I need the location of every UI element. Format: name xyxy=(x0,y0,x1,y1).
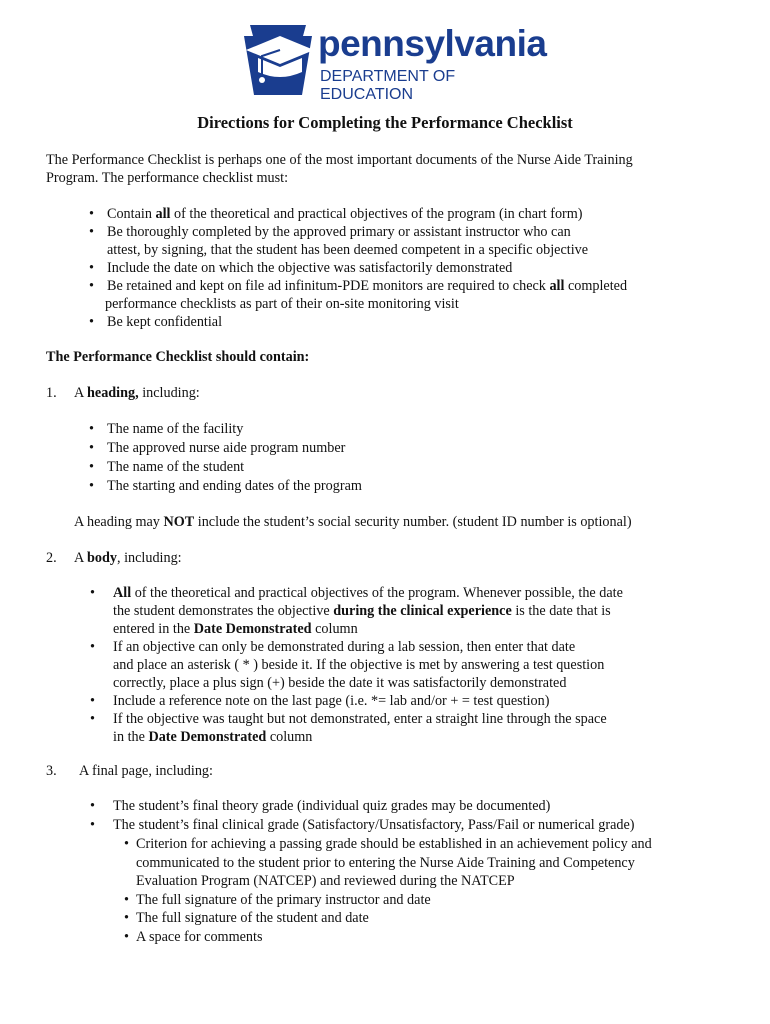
section-2-label: A body, including: xyxy=(74,550,182,566)
list-item-continued: Evaluation Program (NATCEP) and reviewed during the NATCEP xyxy=(136,873,515,889)
list-item: • All of the theoretical and practical objectives of the program. Whenever possible, the date xyxy=(90,585,623,601)
list-item: • A space for comments xyxy=(124,928,263,945)
list-item-continued: the student demonstrates the objective during the clinical experience is the date that is xyxy=(113,603,611,619)
list-item: • The name of the facility xyxy=(89,421,244,437)
section-3-label: A final page, including: xyxy=(79,763,213,779)
list-item-continued: performance checklists as part of their on-site monitoring visit xyxy=(105,296,459,312)
logo-subtitle: DEPARTMENT OF EDUCATION xyxy=(320,68,456,103)
list-item-continued: entered in the Date Demonstrated column xyxy=(113,621,358,637)
list-item: • The student’s final clinical grade (Satisfactory/Unsatisfactory, Pass/Fail or numerical grade) xyxy=(90,817,635,833)
list-item: • If the objective was taught but not demonstrated, enter a straight line through the space xyxy=(90,711,607,727)
section-3-number: 3. xyxy=(46,763,57,779)
list-item: • The full signature of the primary instructor and date xyxy=(124,891,431,908)
section-2-number: 2. xyxy=(46,550,57,566)
must-list xyxy=(89,205,717,331)
list-item: • The full signature of the student and date xyxy=(124,910,369,926)
body-items-list xyxy=(90,584,733,746)
list-item: • Contain all of the theoretical and practical objectives of the program (in chart form) xyxy=(89,206,583,222)
pde-logo xyxy=(240,22,547,103)
list-item-continued: correctly, place a plus sign (+) beside the date it was satisfactorily demonstrated xyxy=(113,675,567,691)
keystone-mortarboard-icon xyxy=(240,22,316,98)
contain-heading: The Performance Checklist should contain: xyxy=(46,349,310,365)
list-item-continued: and place an asterisk ( * ) beside it. If the objective is met by answering a test question xyxy=(113,657,605,673)
final-page-sublist xyxy=(124,835,736,946)
heading-note: A heading may NOT include the student’s social security number. (student ID number is optional) xyxy=(74,514,632,530)
list-item: • Be kept confidential xyxy=(89,314,223,330)
list-item-continued: communicated to the student prior to entering the Nurse Aide Training and Competency xyxy=(136,854,635,871)
list-item: • Be retained and kept on file ad infinitum-PDE monitors are required to check all completed xyxy=(89,278,628,294)
list-item: • If an objective can only be demonstrated during a lab session, then enter that date xyxy=(90,639,576,655)
list-item: • Include a reference note on the last page (i.e. *= lab and/or + = test question) xyxy=(90,693,550,709)
list-item-continued: attest, by signing, that the student has been deemed competent in a specific objective xyxy=(107,242,589,258)
logo-wordmark: pennsylvania xyxy=(318,23,547,64)
list-item: • Criterion for achieving a passing grade should be established in an achievement policy and xyxy=(124,836,652,852)
list-item-continued: in the Date Demonstrated column xyxy=(113,729,313,745)
final-page-list xyxy=(90,797,733,835)
list-item: • The starting and ending dates of the program xyxy=(89,478,362,494)
intro-paragraph: The Performance Checklist is perhaps one of the most important documents of the Nurse Aide Training Program. The performance checklist must: xyxy=(46,152,633,186)
list-item: • The student’s final theory grade (individual quiz grades may be documented) xyxy=(90,798,551,814)
list-item: • The approved nurse aide program number xyxy=(89,440,346,456)
list-item: • The name of the student xyxy=(89,459,245,475)
section-1-label: A heading, including: xyxy=(74,385,200,401)
heading-items-list xyxy=(89,420,362,496)
page-title: Directions for Completing the Performance Checklist xyxy=(197,113,573,132)
list-item: • Be thoroughly completed by the approved primary or assistant instructor who can xyxy=(89,224,571,240)
section-1-number: 1. xyxy=(46,385,57,401)
list-item: • Include the date on which the objective was satisfactorily demonstrated xyxy=(89,260,513,276)
